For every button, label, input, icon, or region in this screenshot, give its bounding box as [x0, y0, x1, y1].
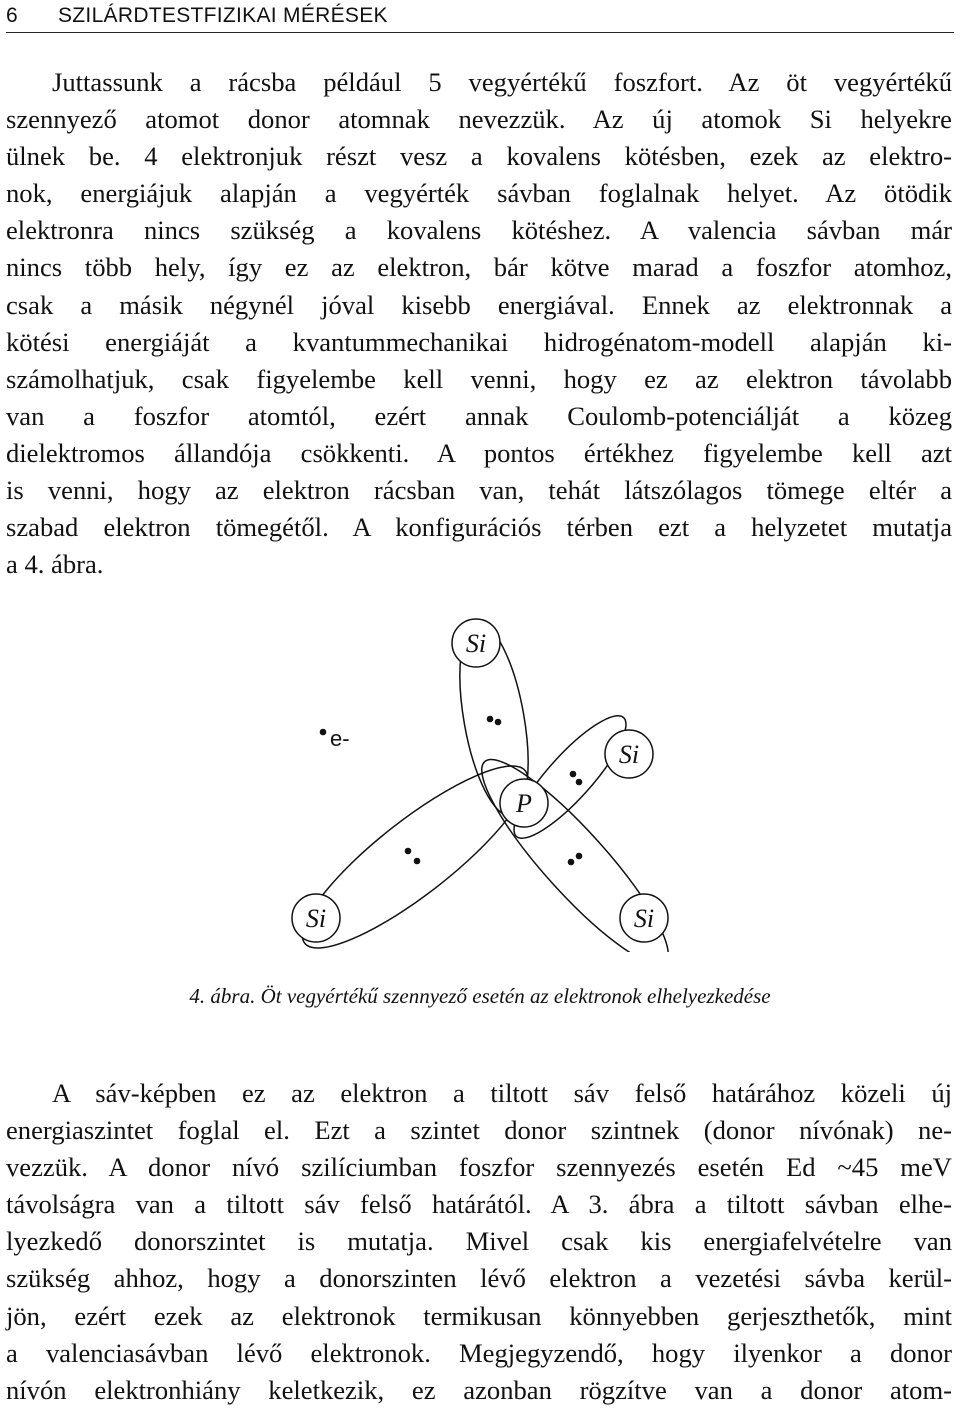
electron-pair-bottom-right: [576, 853, 583, 860]
paragraph-line: kötési energiáját a kvantummechanikai hidrogénatom-modell alapján ki-: [6, 326, 952, 357]
electron-label: e-: [330, 726, 350, 751]
paragraph-line: Juttassunk a rácsba például 5 vegyértékű foszfort. Az öt vegyértékű: [52, 67, 952, 97]
free-electron-dot: [320, 729, 327, 736]
paragraph-line: jön, ezért ezek az elektronok termikusan könnyebben gerjeszthetők, mint: [6, 1300, 952, 1331]
paragraph-line: távolságra van a tiltott sáv felső határától. A 3. ábra a tiltott sávban elhe-: [6, 1189, 952, 1220]
paragraph-line: van a foszfor atomtól, ezért annak Coulomb-potenciálját a közeg: [6, 400, 952, 431]
paragraph-line: energiaszintet foglal el. Ezt a szintet donor szintnek (donor nívónak) ne-: [6, 1115, 952, 1146]
si-label-bottom-right: Si: [633, 904, 655, 933]
paragraph-line: lyezkedő donorszintet is mutatja. Mivel csak kis energiafelvételre van: [6, 1226, 952, 1257]
electron-pair-bottom-right: [568, 859, 575, 866]
paragraph-line: szükség ahhoz, hogy a donorszinten lévő elektron a vezetési sávba kerül-: [6, 1263, 952, 1294]
paragraph-line: nok, energiájuk alapján a vegyérték sávban foglalnak helyet. Az ötödik: [6, 178, 952, 209]
paragraph-1: [6, 64, 952, 583]
paragraph-line: ülnek be. 4 elektronjuk részt vesz a kovalens kötésben, ezek az elektro-: [6, 141, 952, 172]
electron-pair-top: [495, 719, 502, 726]
paragraph-line: szennyező atomot donor atomnak nevezzük. Az új atomok Si helyekre: [6, 104, 952, 135]
paragraph-line: a 4. ábra.: [6, 549, 104, 580]
page-header: [6, 0, 954, 33]
paragraph-line: szabad elektron tömegétől. A konfigurációs térben ezt a helyzetet mutatja: [6, 512, 952, 543]
p-label-center: P: [516, 789, 532, 818]
paragraph-line: a valenciasávban lévő elektronok. Megjegyzendő, hogy ilyenkor a donor: [6, 1337, 952, 1368]
si-label-right: Si: [618, 740, 640, 769]
paragraph-line: dielektromos állandója csökkenti. A pontos értékhez figyelembe kell azt: [6, 437, 952, 468]
paragraph-line: is venni, hogy az elektron rácsban van, tehát látszólagos tömege eltér a: [6, 475, 952, 506]
paragraph-line: elektronra nincs szükség a kovalens kötéshez. A valencia sávban már: [6, 215, 952, 246]
bonding-diagram: [280, 612, 700, 952]
figure-caption: 4. ábra. Öt vegyértékű szennyező esetén az elektronok elhelyezkedése: [189, 984, 771, 1008]
paragraph-line: nívón elektronhiány keletkezik, ez azonban rögzítve van a donor atom-: [6, 1374, 952, 1405]
paragraph-line: számolhatjuk, csak figyelembe kell venni, hogy ez az elektron távolabb: [6, 363, 952, 394]
si-label-top: Si: [465, 629, 487, 658]
electron-pair-right: [576, 779, 583, 786]
bonding-diagram-svg: [280, 612, 700, 952]
electron-pair-top: [487, 716, 494, 723]
page-number: 6: [6, 4, 18, 27]
si-label-bottom-left: Si: [305, 904, 327, 933]
paragraph-line: nincs több hely, így ez az elektron, bár kötve marad a foszfor atomhoz,: [6, 252, 952, 283]
electron-pair-bottom-left: [414, 858, 421, 865]
bond-right: [500, 703, 640, 851]
running-title: SZILÁRDTESTFIZIKAI MÉRÉSEK: [58, 4, 388, 27]
paragraph-line: csak a másik négynél jóval kisebb energiával. Ennek az elektronnak a: [6, 289, 952, 320]
electron-pair-bottom-left: [405, 848, 412, 855]
paragraph-line: A sáv-képben ez az elektron a tiltott sáv felső határához közeli új: [52, 1078, 952, 1108]
electron-pair-right: [570, 771, 577, 778]
paragraph-2: [6, 1075, 952, 1409]
paragraph-line: vezzük. A donor nívó szilíciumban foszfor szennyezés esetén Ed ~45 meV: [6, 1152, 952, 1183]
